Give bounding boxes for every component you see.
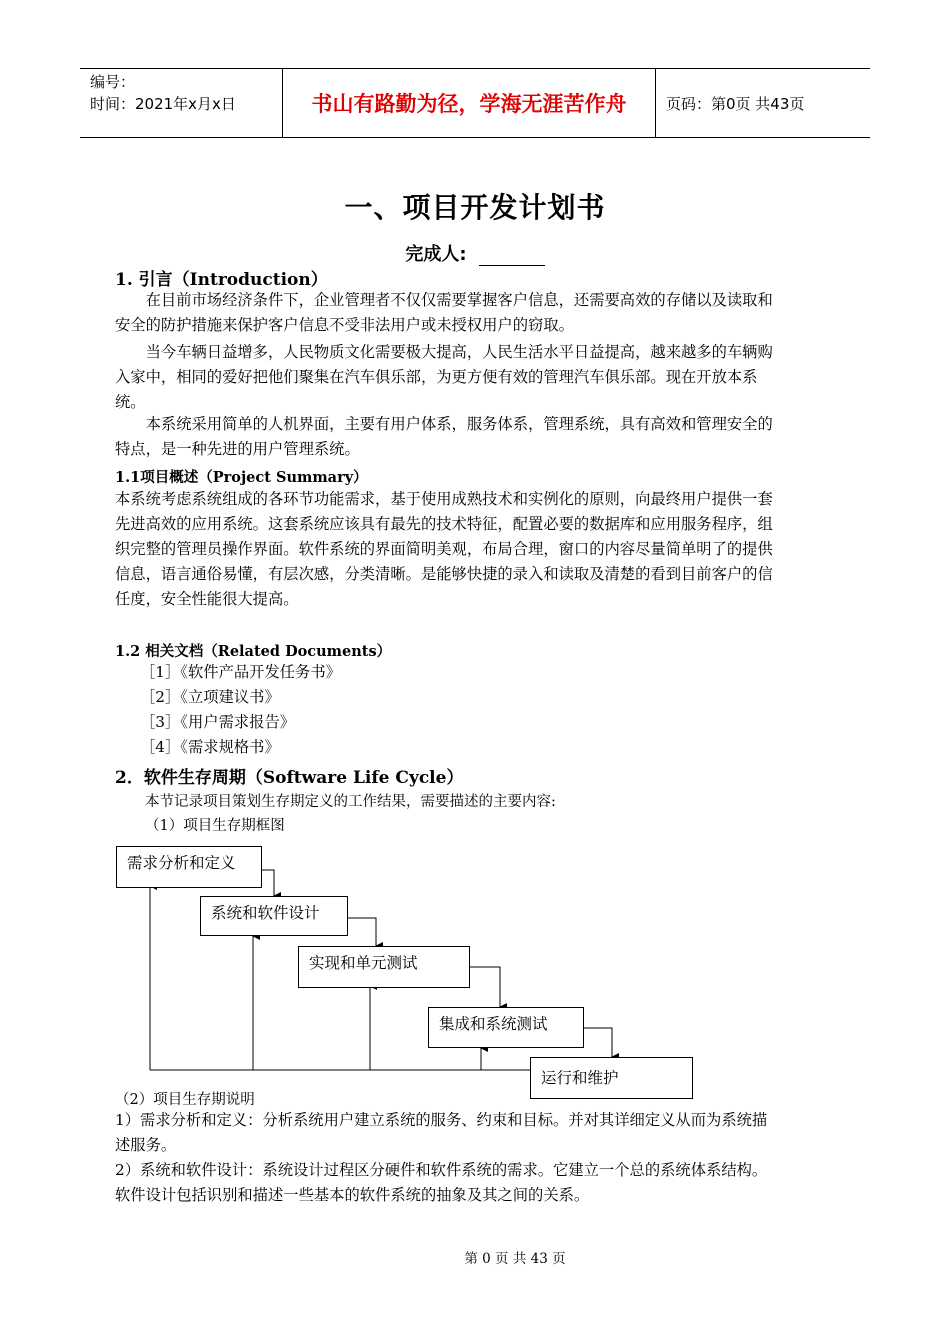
flow-box-operation: 运行和维护 xyxy=(530,1057,693,1099)
flow-box-requirements: 需求分析和定义 xyxy=(116,846,262,888)
text-line: 软件设计包括识别和描述一些基本的软件系统的抽象及其之间的关系。 xyxy=(115,1186,590,1204)
desc-1 xyxy=(115,1108,767,1158)
section-2-heading: 2．软件生存周期（Software Life Cycle） xyxy=(115,768,464,788)
list-item: ［2］《立项建议书》 xyxy=(140,688,280,706)
text-line: 入家中，相同的爱好把他们聚集在汽车俱乐部，为更方便有效的管理汽车俱乐部。现在开放本系 xyxy=(115,368,758,386)
number-label: 编号： xyxy=(90,73,136,91)
desc-2 xyxy=(115,1158,767,1208)
text-line: 任度，安全性能很大提高。 xyxy=(115,590,299,608)
text-line: 述服务。 xyxy=(115,1136,177,1154)
flow-box-implementation: 实现和单元测试 xyxy=(298,946,470,988)
text-line: 特点，是一种先进的用户管理系统。 xyxy=(115,440,360,458)
figure-caption: （1）项目生存期框图 xyxy=(145,818,285,834)
text-line: 统。 xyxy=(115,393,146,411)
text-line: 2）系统和软件设计：系统设计过程区分硬件和软件系统的需求。它建立一个总的系统体系结构。 xyxy=(115,1161,768,1179)
time-label: 时间：2021年x月x日 xyxy=(90,95,236,113)
text-line: 织完整的管理员操作界面。软件系统的界面简明美观，布局合理，窗口的内容尽量简单明了的提供 xyxy=(115,540,773,558)
text-line: 本系统考虑系统组成的各环节功能需求，基于使用成熟技术和实例化的原则，向最终用户提供一套 xyxy=(115,490,773,508)
text-line: 信息，语言通俗易懂，有层次感，分类清晰。是能够快捷的录入和读取及清楚的看到目前客户的信 xyxy=(115,565,773,583)
document-title: 一、项目开发计划书 xyxy=(344,191,606,224)
list-item: ［3］《用户需求报告》 xyxy=(140,713,296,731)
arrow-2-3 xyxy=(348,918,376,946)
header-page-code: 页码：第0页 共43页 xyxy=(666,94,805,113)
flow-box-design: 系统和软件设计 xyxy=(200,896,348,936)
text-line: 当今车辆日益增多，人民物质文化需要极大提高，人民生活水平日益提高，越来越多的车辆购 xyxy=(115,343,773,361)
list-item: ［1］《软件产品开发任务书》 xyxy=(140,663,341,681)
list-item: ［4］《需求规格书》 xyxy=(140,738,280,756)
page-footer: 第 0 页 共 43 页 xyxy=(464,1251,566,1267)
arrow-1-2 xyxy=(262,870,274,896)
text-line: 1）需求分析和定义：分析系统用户建立系统的服务、约束和目标。并对其详细定义从而为系统描 xyxy=(115,1111,768,1129)
text-line: 安全的防护措施来保护客户信息不受非法用户或未授权用户的窃取。 xyxy=(115,316,574,334)
text-line: 先进高效的应用系统。这套系统应该具有最先的技术特征，配置必要的数据库和应用服务程序，组 xyxy=(115,515,773,533)
arrow-4-5 xyxy=(584,1028,612,1057)
author-label: 完成人: xyxy=(405,244,467,265)
s2-intro: 本节记录项目策划生存期定义的工作结果，需要描述的主要内容: xyxy=(145,794,556,810)
text-line: 本系统采用简单的人机界面，主要有用户体系，服务体系，管理系统，具有高效和管理安全的 xyxy=(115,415,773,433)
header-motto: 书山有路勤为径，学海无涯苦作舟 xyxy=(282,69,656,137)
section-1-2-heading: 1.2 相关文档（Related Documents） xyxy=(115,643,392,660)
desc-caption: （2）项目生存期说明 xyxy=(115,1092,255,1108)
section-1-heading: 1. 引言（Introduction） xyxy=(115,270,328,290)
section-1-1-heading: 1.1项目概述（Project Summary） xyxy=(115,469,368,486)
text-line: 在目前市场经济条件下，企业管理者不仅仅需要掌握客户信息，还需要高效的存储以及读取和 xyxy=(115,291,773,309)
flow-box-integration: 集成和系统测试 xyxy=(428,1007,584,1048)
arrow-3-4 xyxy=(470,967,500,1007)
